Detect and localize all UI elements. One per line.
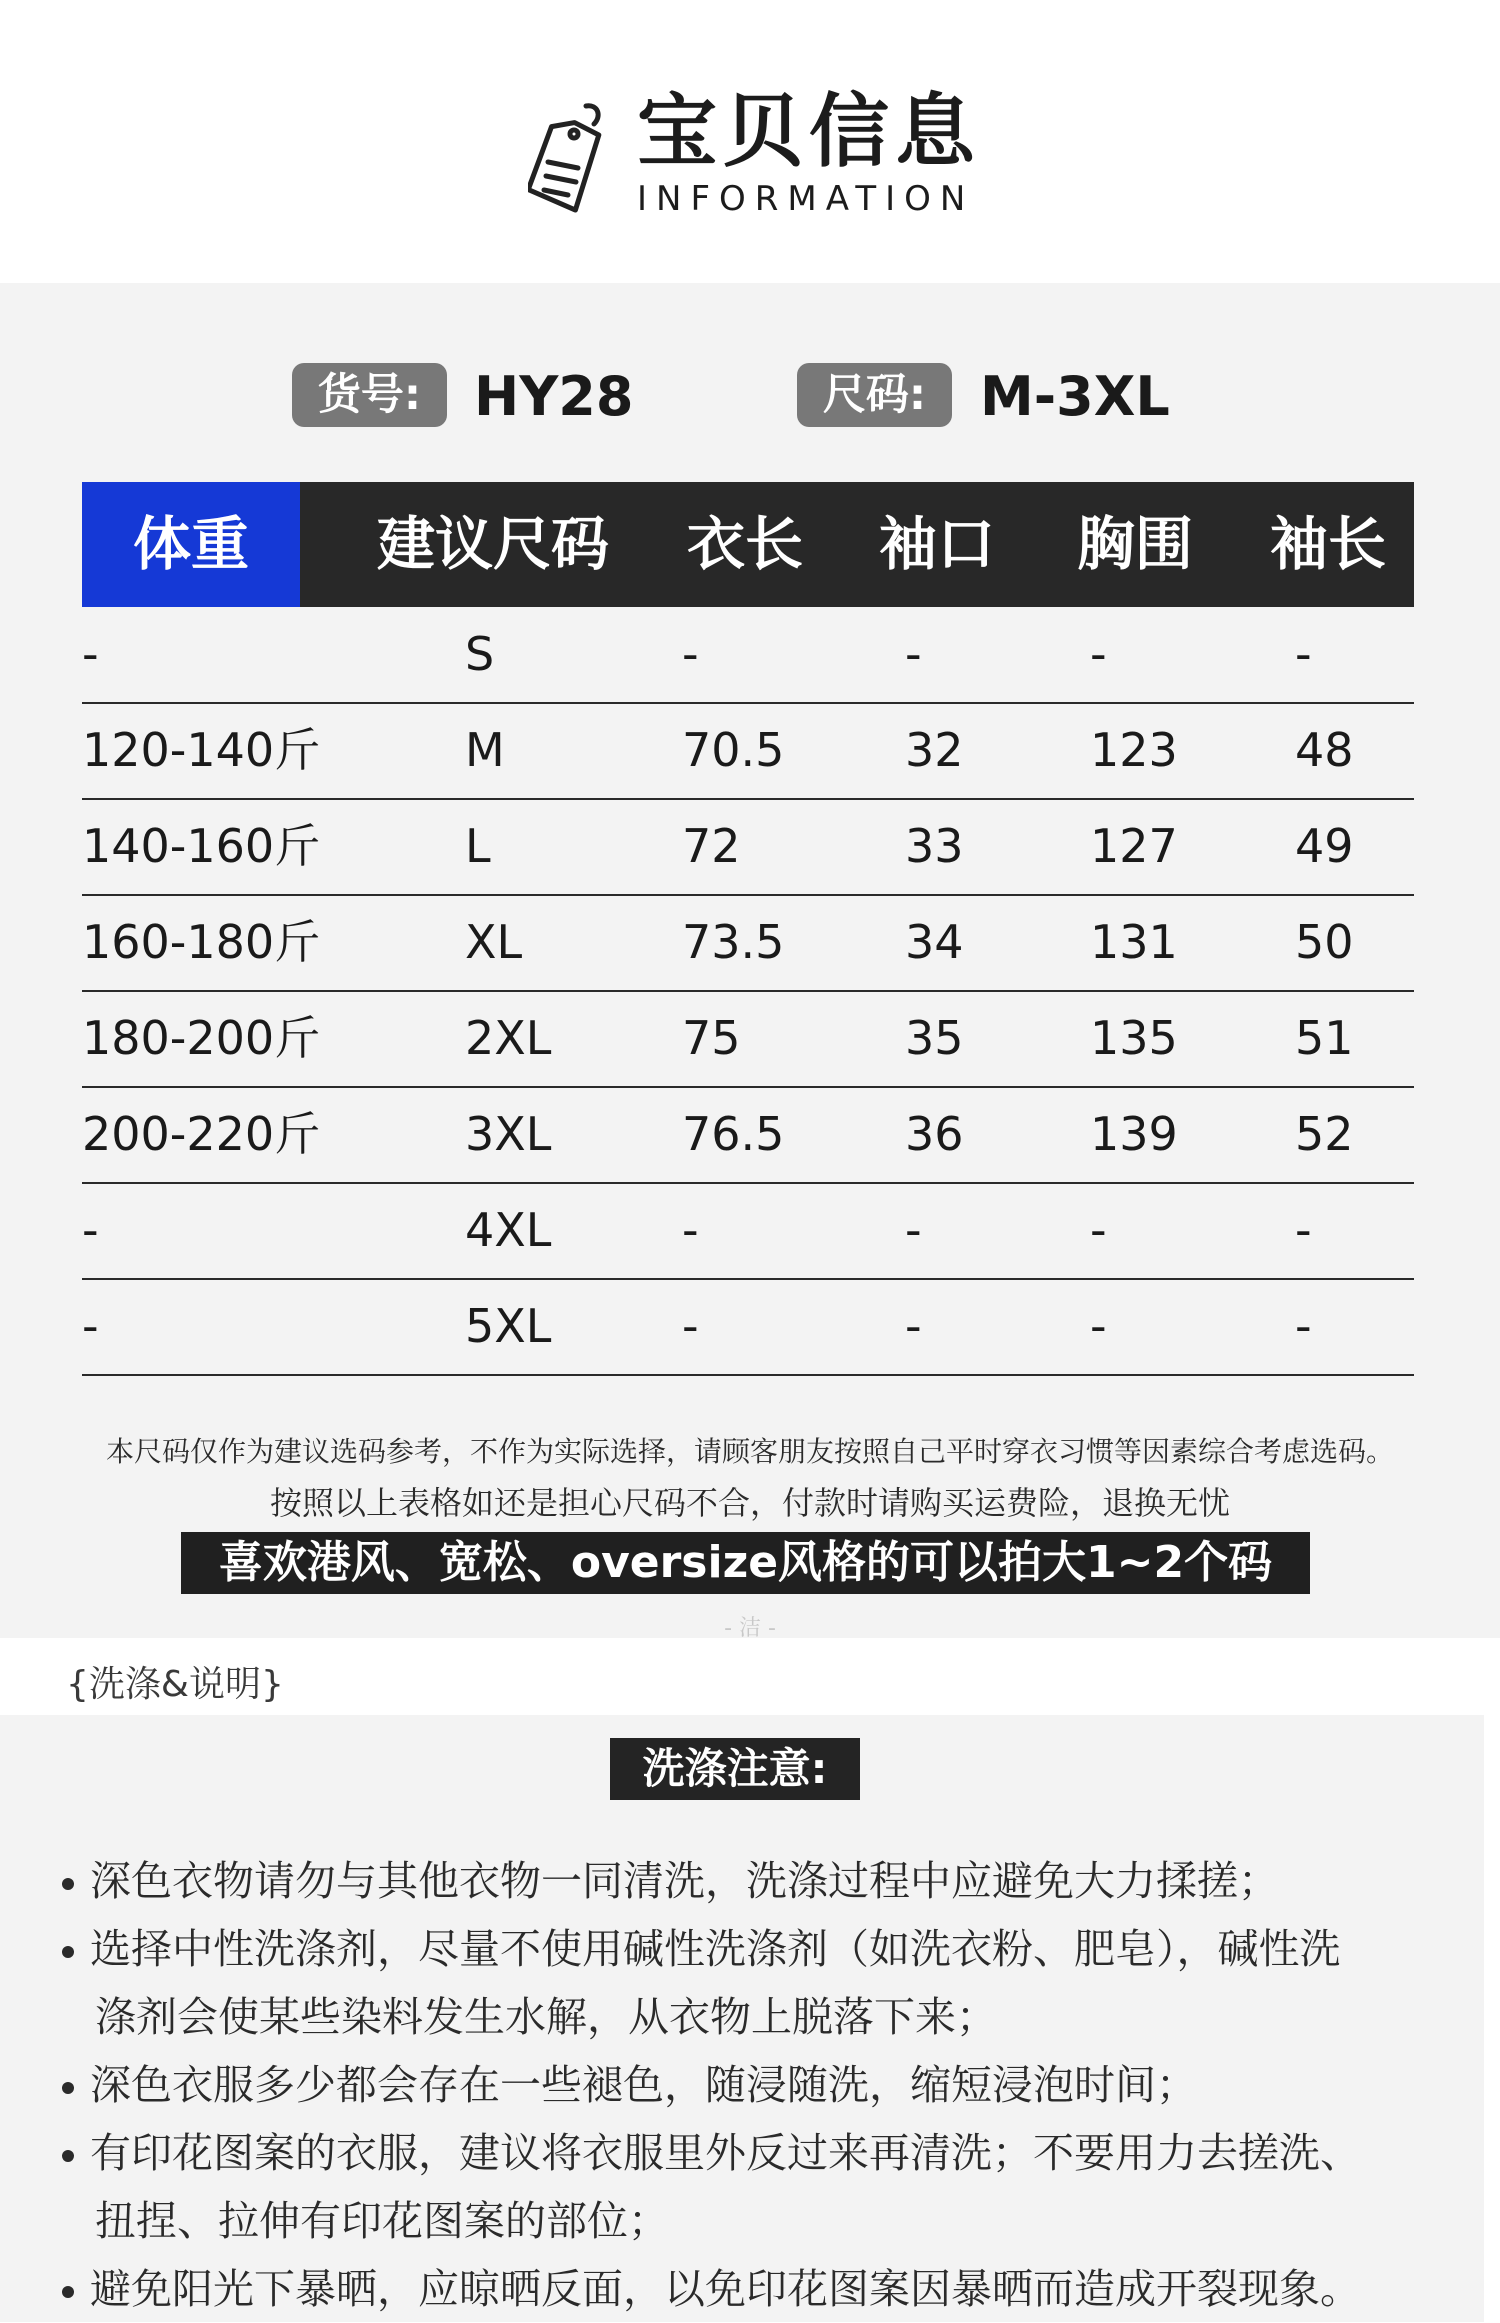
table-row [82,703,1414,800]
shipping-note: 按照以上表格如还是担心尺码不合，付款时请购买运费险，退换无忧 [269,1484,1230,1522]
cell-chest: 123 [1090,723,1178,777]
cell-length: 70.5 [682,723,785,777]
cell-chest: - [1090,627,1107,681]
cell-weight: - [82,1299,99,1353]
table-row [82,1183,1414,1280]
column-header-weight: 体重 [82,482,300,607]
cell-weight: 160-180斤 [82,915,321,969]
cell-length: 73.5 [682,915,785,969]
cell-chest: 127 [1090,819,1178,873]
cell-cuff: - [905,1299,922,1353]
fit-tip-banner: 喜欢港风、宽松、oversize风格的可以拍大1~2个码 [181,1532,1310,1594]
wash-item-continuation: 扭捏、拉伸有印花图案的部位； [95,2197,669,2245]
cell-size: XL [465,915,523,969]
cell-length: 72 [682,819,741,873]
cell-cuff: 34 [905,915,964,969]
cell-weight: - [82,1203,99,1257]
cell-length: 75 [682,1011,741,1065]
cell-sleeve: 50 [1295,915,1354,969]
page-header [0,0,1500,283]
product-code-label: 货号: [292,363,447,427]
cell-length: 76.5 [682,1107,785,1161]
cell-cuff: 35 [905,1011,964,1065]
size-table-header [82,482,1414,607]
wash-item-continuation: 涤剂会使某些染料发生水解，从衣物上脱落下来； [95,1993,997,2041]
wash-title: 洗涤注意: [610,1738,860,1800]
cell-size: L [465,819,491,873]
table-row [82,607,1414,704]
table-row [82,1087,1414,1184]
page-title: 宝贝信息 [637,85,981,178]
cell-sleeve: 48 [1295,723,1354,777]
cell-weight: 120-140斤 [82,723,321,777]
cell-size: 3XL [465,1107,552,1161]
price-tag-icon [528,100,610,218]
wash-section-label: {洗涤&说明} [66,1664,284,1705]
cell-cuff: 33 [905,819,964,873]
bullet-icon [62,2286,74,2298]
cell-cuff: - [905,627,922,681]
cell-sleeve: - [1295,627,1312,681]
cell-sleeve: 52 [1295,1107,1354,1161]
cell-cuff: - [905,1203,922,1257]
size-range-label: 尺码: [797,363,952,427]
cell-weight: 200-220斤 [82,1107,321,1161]
bullet-icon [62,1878,74,1890]
cell-cuff: 36 [905,1107,964,1161]
cell-chest: 131 [1090,915,1178,969]
cell-weight: 140-160斤 [82,819,321,873]
cell-sleeve: - [1295,1203,1312,1257]
cell-sleeve: - [1295,1299,1312,1353]
section-divider: - 洁 - [724,1616,776,1641]
bullet-icon [62,2150,74,2162]
bullet-icon [62,1946,74,1958]
cell-sleeve: 49 [1295,819,1354,873]
table-row [82,1279,1414,1376]
cell-sleeve: 51 [1295,1011,1354,1065]
cell-chest: - [1090,1299,1107,1353]
cell-size: 2XL [465,1011,552,1065]
wash-item: 深色衣服多少都会存在一些褪色，随浸随洗，缩短浸泡时间； [58,2051,1197,2119]
product-code-value: HY28 [474,365,634,428]
column-header-suggested-size: 建议尺码 [377,510,610,578]
bullet-icon [62,2082,74,2094]
column-header-chest: 胸围 [1077,510,1194,578]
cell-length: - [682,627,699,681]
cell-length: - [682,1203,699,1257]
wash-item: 深色衣物请勿与其他衣物一同清洗，洗涤过程中应避免大力揉搓； [58,1847,1279,1915]
table-row [82,895,1414,992]
table-row [82,799,1414,896]
column-header-length: 衣长 [687,510,804,578]
wash-item: 有印花图案的衣服，建议将衣服里外反过来再清洗；不要用力去搓洗、 [58,2119,1361,2187]
table-row [82,991,1414,1088]
page-subtitle: INFORMATION [637,179,975,219]
column-header-cuff: 袖口 [879,510,996,578]
size-note: 本尺码仅作为建议选码参考，不作为实际选择，请顾客朋友按照自己平时穿衣习惯等因素综合考虑选码。 [105,1435,1394,1468]
wash-item: 选择中性洗涤剂，尽量不使用碱性洗涤剂（如洗衣粉、肥皂），碱性洗 [58,1915,1341,1983]
cell-size: M [465,723,505,777]
size-range-value: M-3XL [980,365,1170,428]
cell-size: 4XL [465,1203,552,1257]
cell-chest: - [1090,1203,1107,1257]
cell-weight: - [82,627,99,681]
cell-weight: 180-200斤 [82,1011,321,1065]
column-header-sleeve: 袖长 [1270,510,1387,578]
cell-size: S [465,627,495,681]
cell-length: - [682,1299,699,1353]
cell-chest: 135 [1090,1011,1178,1065]
cell-cuff: 32 [905,723,964,777]
cell-size: 5XL [465,1299,552,1353]
cell-chest: 139 [1090,1107,1178,1161]
wash-item: 避免阳光下暴晒，应晾晒反面，以免印花图案因暴晒而造成开裂现象。 [58,2255,1361,2323]
